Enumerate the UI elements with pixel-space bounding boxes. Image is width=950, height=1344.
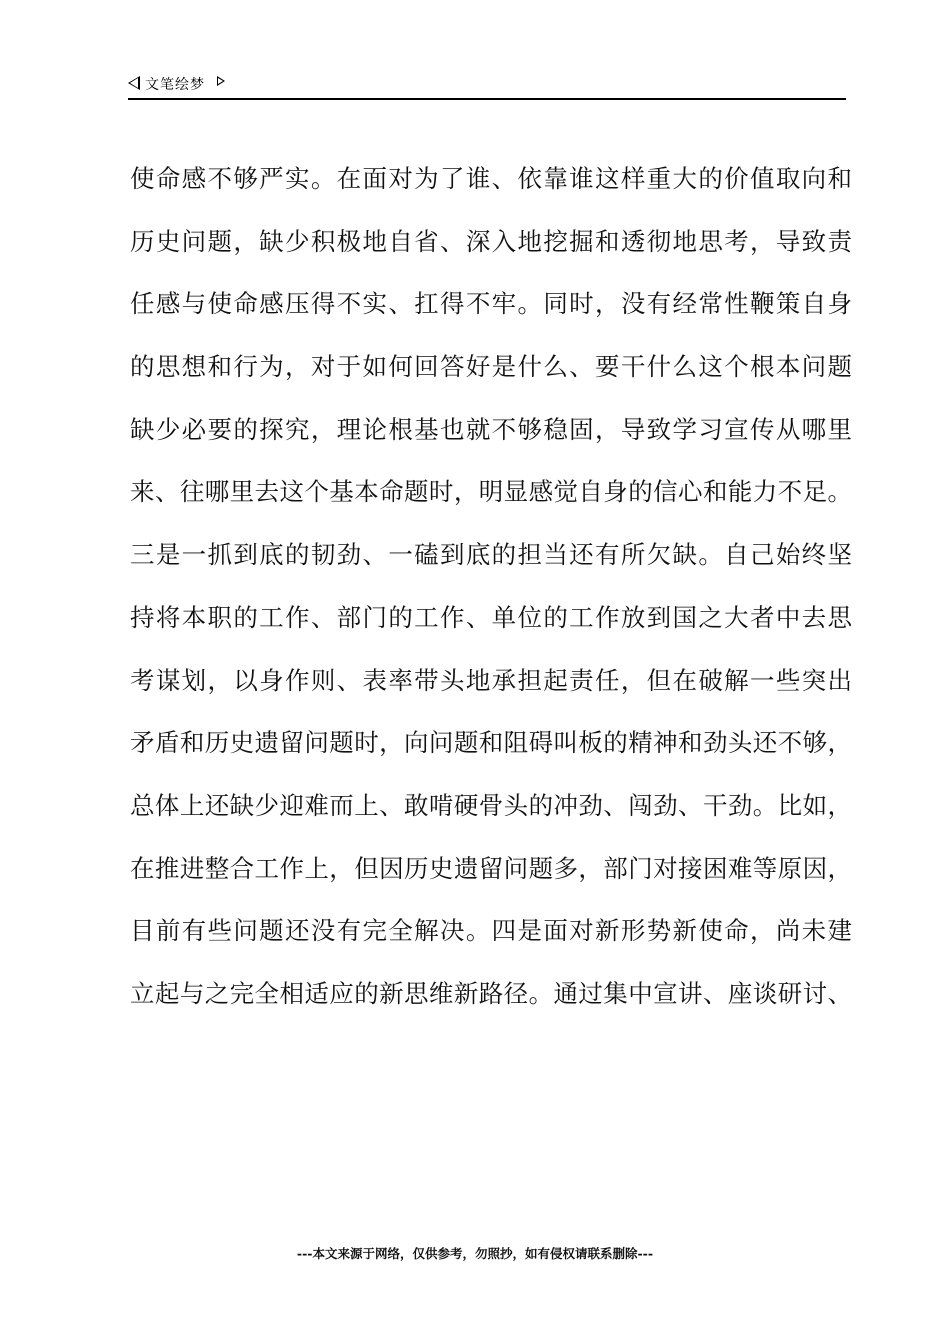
right-triangle-icon — [217, 76, 225, 86]
header-brand: 文笔绘梦 — [145, 77, 205, 93]
body-line: 持将本职的工作、部门的工作、单位的工作放到国之大者中去思 — [130, 602, 852, 632]
footer-notice: ---本文来源于网络，仅供参考，勿照抄，如有侵权请联系删除--- — [296, 1246, 654, 1261]
body-line: 缺少必要的探究，理论根基也就不够稳固，导致学习宣传从哪里 — [130, 414, 852, 444]
body-line: 在推进整合工作上，但因历史遗留问题多，部门对接困难等原因， — [130, 853, 852, 883]
body-line: 历史问题，缺少积极地自省、深入地挖掘和透彻地思考，导致责 — [130, 226, 852, 256]
page-header — [128, 72, 846, 100]
body-line: 总体上还缺少迎难而上、敢啃硬骨头的冲劲、闯劲、干劲。比如， — [130, 790, 852, 820]
body-line: 考谋划，以身作则、表率带头地承担起责任，但在破解一些突出 — [130, 665, 852, 695]
document-body — [130, 166, 852, 1026]
body-line: 目前有些问题还没有完全解决。四是面对新形势新使命，尚未建 — [130, 916, 852, 946]
left-triangle-icon — [128, 76, 140, 90]
body-line: 任感与使命感压得不实、扛得不牢。同时，没有经常性鞭策自身 — [130, 289, 852, 319]
body-line: 的思想和行为，对于如何回答好是什么、要干什么这个根本问题 — [130, 352, 852, 382]
body-line: 三是一抓到底的韧劲、一磕到底的担当还有所欠缺。自己始终坚 — [130, 540, 852, 570]
body-line: 立起与之完全相适应的新思维新路径。通过集中宣讲、座谈研讨、 — [130, 978, 852, 1008]
body-line: 来、往哪里去这个基本命题时，明显感觉自身的信心和能力不足。 — [130, 477, 852, 507]
body-line: 矛盾和历史遗留问题时，向问题和阻碍叫板的精神和劲头还不够， — [130, 728, 852, 758]
body-line: 使命感不够严实。在面对为了谁、依靠谁这样重大的价值取向和 — [130, 164, 852, 193]
